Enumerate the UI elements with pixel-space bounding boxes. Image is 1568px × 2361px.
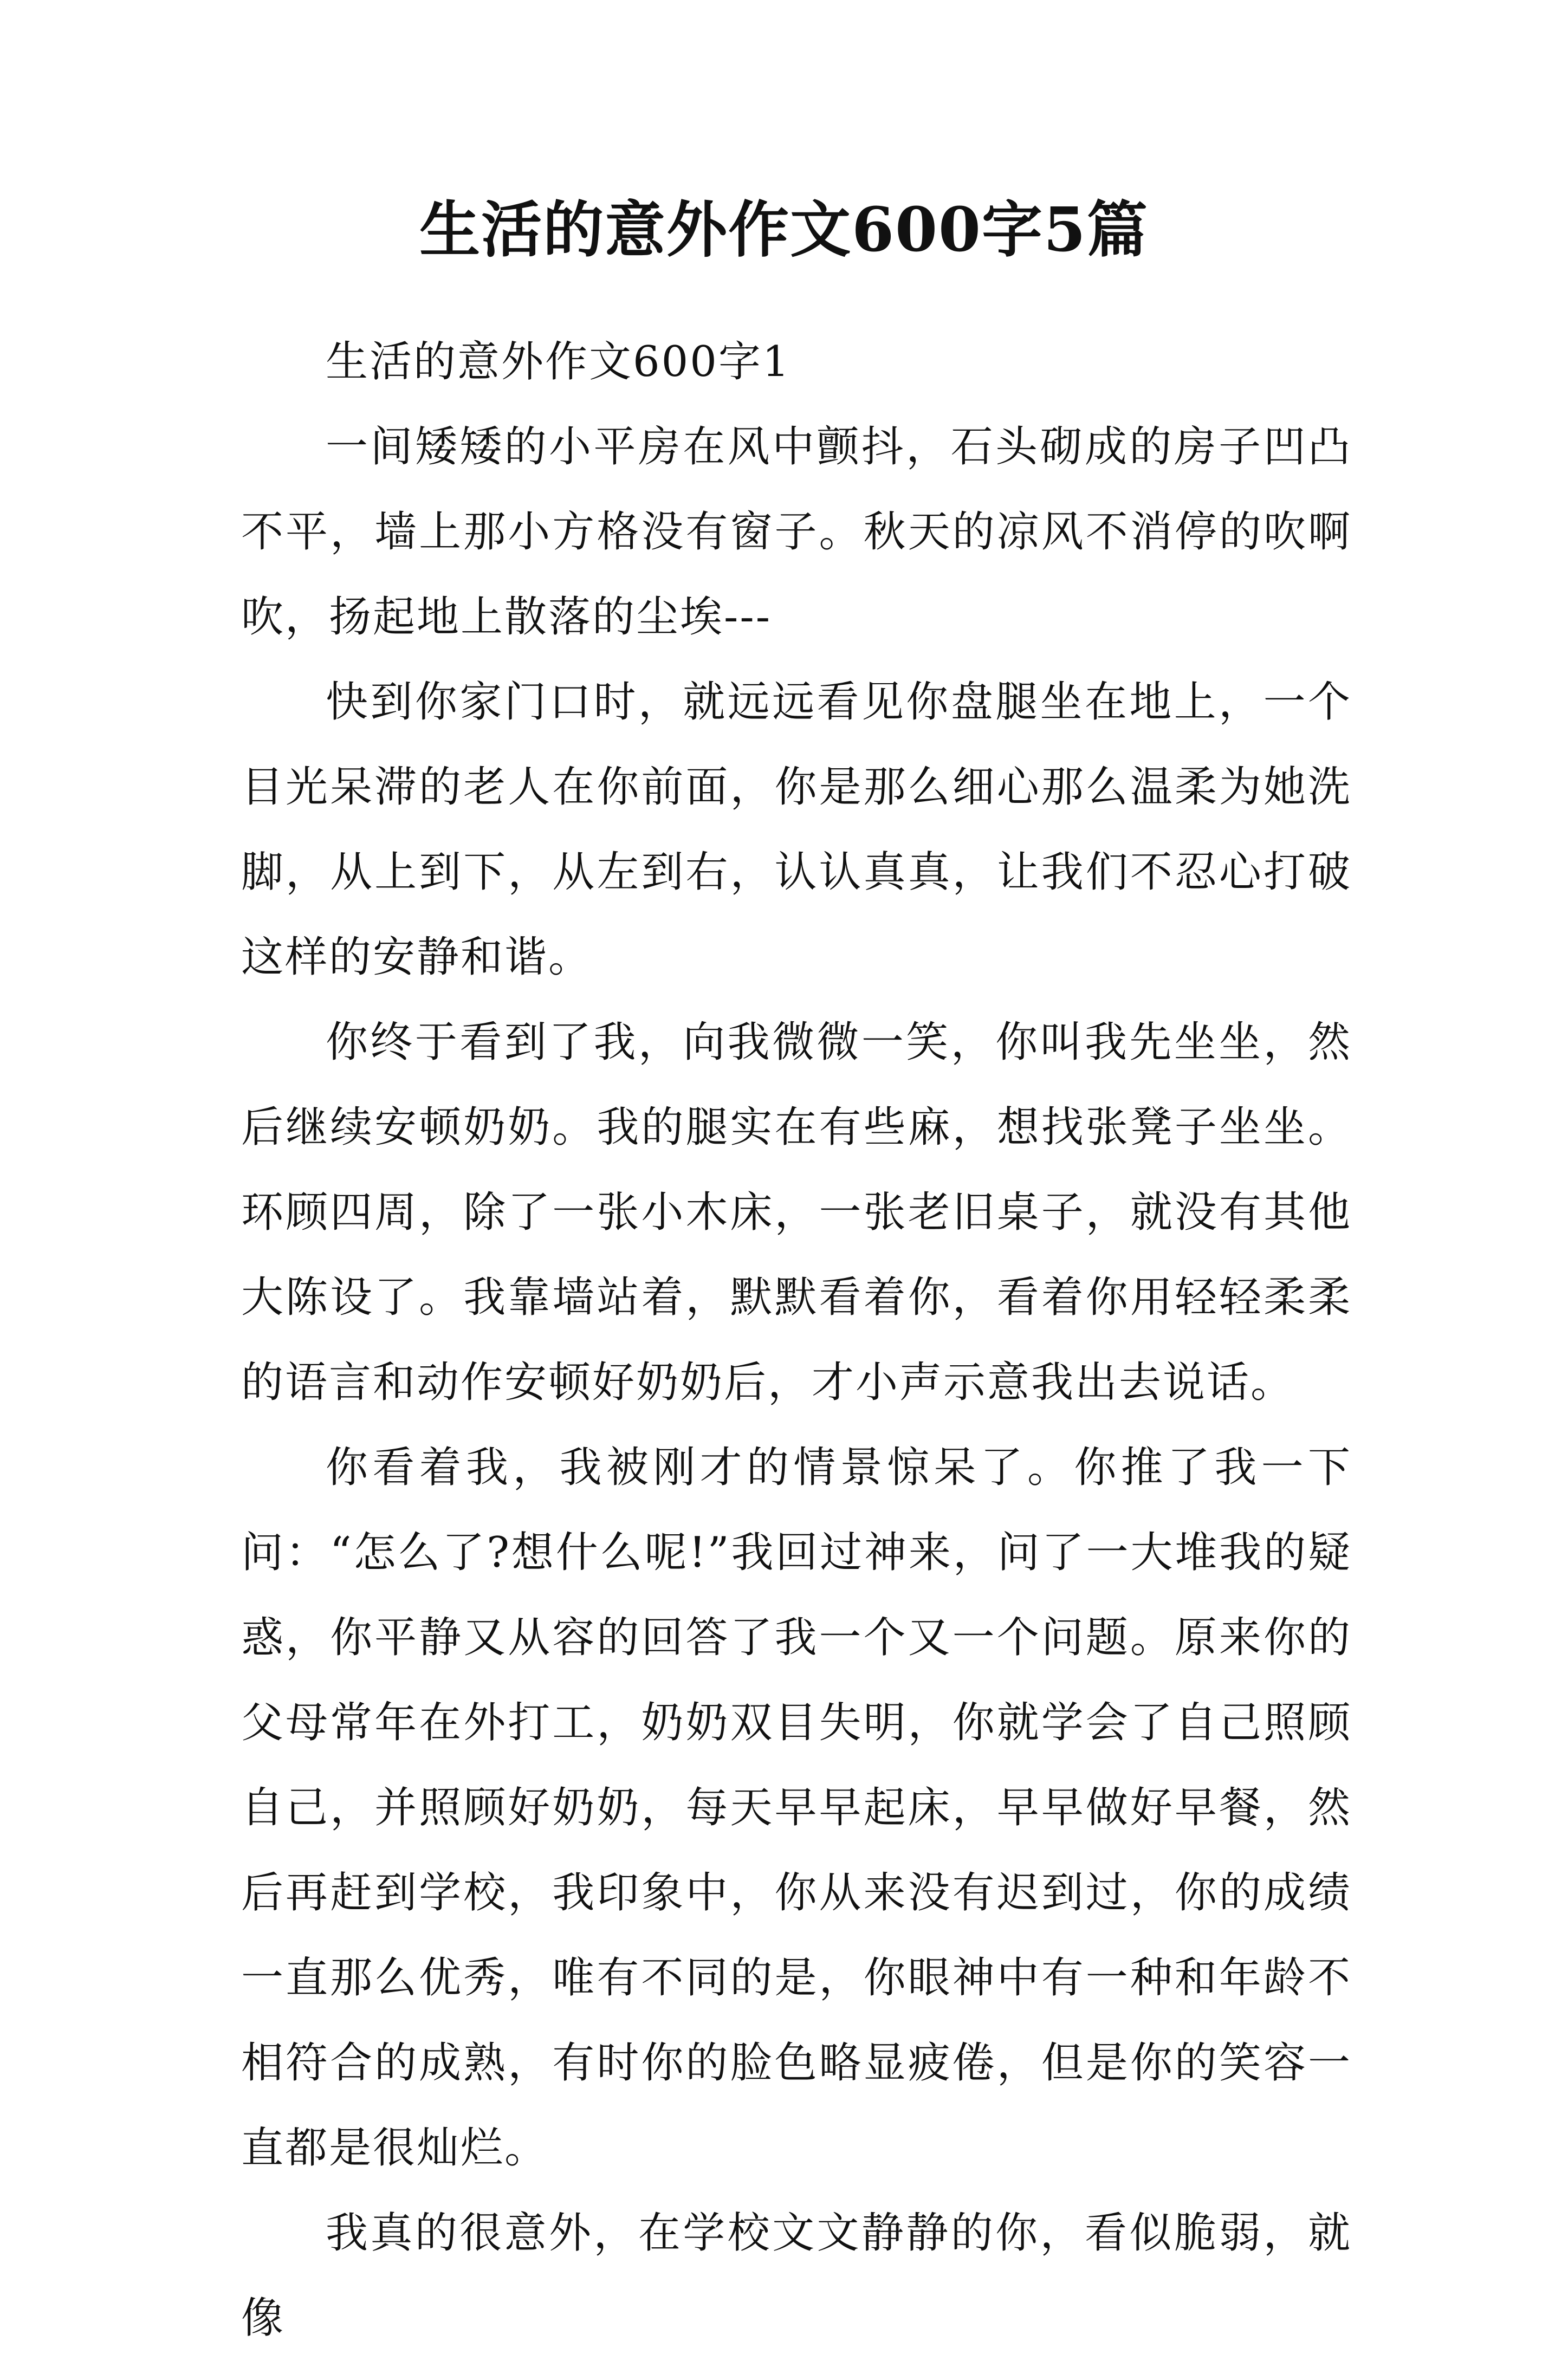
paragraph-4: 你看着我，我被刚才的情景惊呆了。你推了我一下问：“怎么了?想什么呢!”我回过神来，问了一大堆我的疑惑，你平静又从容的回答了我一个又一个问题。原来你的父母常年在外打工，奶奶双目失明，你就学会了自己照顾自己，并照顾好奶奶，每天早早起床，早早做好早餐，然后再赶到学校，我印象中，你从来没有迟到过，你的成绩一直那么优秀，唯有不同的是，你眼神中有一种和年龄不相符合的成熟，有时你的脸色略显疲倦，但是你的笑容一直都是很灿烂。 bbox=[241, 1443, 1352, 2172]
paragraph-1: 一间矮矮的小平房在风中颤抖，石头砌成的房子凹凸不平，墙上那小方格没有窗子。秋天的凉风不消停的吹啊吹，扬起地上散落的尘埃--- bbox=[241, 423, 1352, 641]
paragraph-5: 我真的很意外，在学校文文静静的你，看似脆弱，就像 bbox=[241, 2209, 1352, 2343]
section-heading: 生活的意外作文600字1 bbox=[326, 338, 791, 386]
paragraph-3: 你终于看到了我，向我微微一笑，你叫我先坐坐，然后继续安顿奶奶。我的腿实在有些麻，想找张凳子坐坐。环顾四周，除了一张小木床，一张老旧桌子，就没有其他大陈设了。我靠墙站着，默默看着你，看着你用轻轻柔柔的语言和动作安顿好奶奶后，才小声示意我出去说话。 bbox=[241, 1018, 1352, 1407]
document-title: 生活的意外作文600字5篇 bbox=[419, 194, 1149, 265]
document-body bbox=[241, 320, 1352, 2361]
paragraph-2: 快到你家门口时，就远远看见你盘腿坐在地上，一个目光呆滞的老人在你前面，你是那么细心那么温柔为她洗脚，从上到下，从左到右，认认真真，让我们不忍心打破这样的安静和谐。 bbox=[241, 678, 1352, 982]
